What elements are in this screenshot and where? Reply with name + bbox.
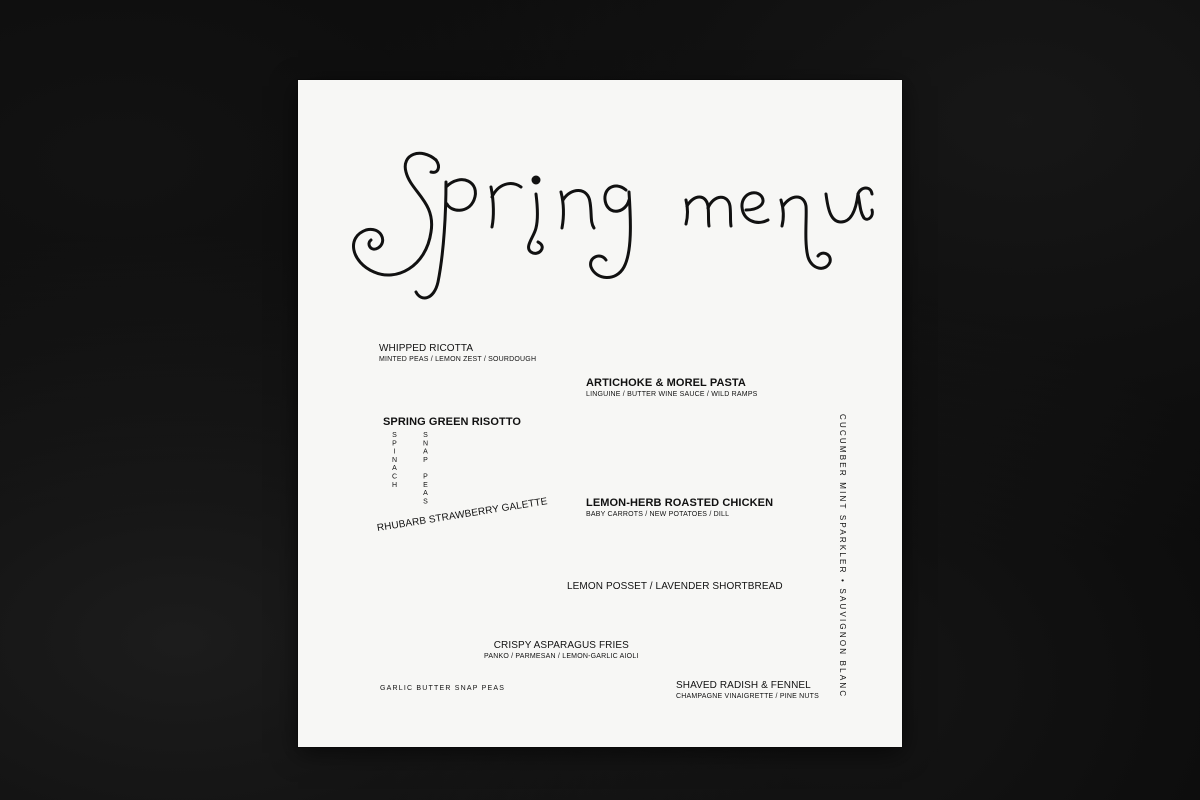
item-name: LEMON POSSET / LAVENDER SHORTBREAD	[567, 581, 783, 592]
risotto-side-spinach: SPINACH	[391, 432, 398, 491]
item-name: LEMON-HERB ROASTED CHICKEN	[586, 497, 774, 509]
item-name: CRISPY ASPARAGUS FRIES	[493, 640, 629, 651]
item-description: LINGUINE / BUTTER WINE SAUCE / WILD RAMPS	[586, 391, 758, 398]
menu-item-artichoke-pasta	[586, 377, 758, 398]
item-name: WHIPPED RICOTTA	[379, 343, 474, 354]
menu-item-lemon-posset	[567, 581, 783, 592]
item-description: PANKO / PARMESAN / LEMON-GARLIC AIOLI	[484, 653, 639, 660]
drinks-vertical-text: CUCUMBER MINT SPARKLER • SAUVIGNON BLANC	[838, 414, 847, 699]
item-name: SPRING GREEN RISOTTO	[383, 416, 522, 428]
item-description: MINTED PEAS / LEMON ZEST / SOURDOUGH	[379, 356, 537, 363]
spring-menu-title-art	[326, 142, 886, 312]
item-name: ARTICHOKE & MOREL PASTA	[586, 377, 746, 389]
menu-item-galette	[376, 496, 548, 534]
menu-card	[298, 80, 902, 747]
item-name: SHAVED RADISH & FENNEL	[676, 680, 811, 691]
item-description: CHAMPAGNE VINAIGRETTE / PINE NUTS	[676, 693, 819, 700]
risotto-side-snap-peas: SNAP PEAS	[422, 432, 429, 507]
menu-item-roasted-chicken	[586, 497, 773, 518]
menu-item-snap-peas: GARLIC BUTTER SNAP PEAS	[380, 685, 506, 692]
item-name: RHUBARB STRAWBERRY GALETTE	[376, 496, 549, 534]
menu-item-radish-fennel	[676, 680, 819, 700]
menu-item-risotto	[383, 416, 521, 428]
menu-item-asparagus-fries	[484, 640, 639, 660]
menu-item-whipped-ricotta	[379, 343, 536, 363]
item-description: BABY CARROTS / NEW POTATOES / DILL	[586, 511, 730, 518]
